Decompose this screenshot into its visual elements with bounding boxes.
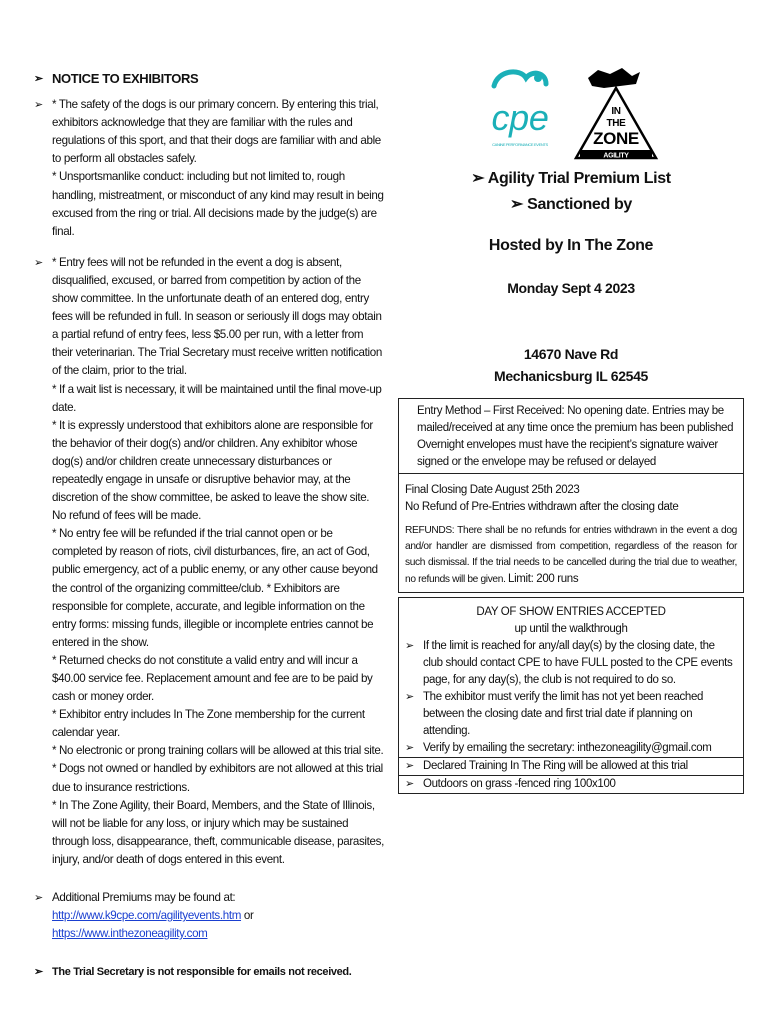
address-line1: 14670 Nave Rd	[523, 346, 619, 362]
fees-paragraph: ➢ * Entry fees will not be refunded in the event a dog is absent, disqualified, excused, or barred from competition by action of the show committee. In the unfortunate death of an entered dog, entry fees will be refunded in full. In season or seriously ill dogs may obtain a partial refund of entry fees, less $5.00 per run, with a letter from their veterinarian. The Trial Secretary must receive written notification of the claim, prior to the trial. * If a wait list is necessary, it will be maintained until the final move-up date. * It is expressly understood that exhibitors alone are responsible for the behavior of their dog(s) and/or children. Any exhibitor whose dog(s) and/or children create unnecessary disturbances or repeatedly engage in unsafe or disruptive behavior may, at the discretion of the show committee, be asked to leave the show site. No refund of fees will be made. * No entry fee will be refunded if the trial cannot open or be completed by reason of riots, civil disturbances, fire, an act of God, public emergency, act of a public enemy, or any other cause beyond the control of the organizing committee/club. * Exhibitors are responsible for complete, accurate, and legible information on the entry forms: missing funds, illegible or incomplete entries cannot be entered in the show. * Returned checks do not constitute a valid entry and will incur a $40.00 service fee. Replacement amount and fee are to be paid by cash or money order. * Exhibitor entry includes In The Zone membership for the current calendar year. * No electronic or prong training collars will be allowed at this trial site. * Dogs not owned or handled by exhibitors are not allowed at this trial due to insurance restrictions. * In The Zone Agility, their Board, Members, and the State of Illinois, will not be liable for any loss, or injury which may be sustained through loss, disappearance, theft, communicable disease, parasites, injury, and/or death of dogs entered in this event.	[34, 255, 384, 866]
dos-bullet: ➢ Verify by emailing the secretary: inthezoneagility@gmail.com	[405, 740, 737, 757]
arrow-bullet-icon: ➢	[471, 170, 488, 187]
in-the-zone-logo	[570, 64, 662, 164]
arrow-bullet-icon: ➢	[405, 778, 414, 790]
dos-bullet: ➢ The exhibitor must verify the limit has not yet been reached between the closing date and first trial date if planning on attending.	[405, 691, 704, 737]
dos-subtitle: up until the walkthrough	[514, 623, 628, 635]
address-line2: Mechanicsburg IL 62545	[494, 368, 648, 384]
arrow-bullet-icon: ➢	[34, 892, 43, 905]
k9cpe-link[interactable]: http://www.k9cpe.com/agilityevents.htm	[52, 909, 242, 923]
notice-column	[34, 70, 384, 981]
premium-column	[398, 60, 744, 794]
svg-text:ZONE: ZONE	[593, 129, 639, 148]
arrow-bullet-icon: ➢	[34, 966, 43, 979]
premiums-paragraph: ➢ Additional Premiums may be found at: http://www.k9cpe.com/agilityevents.htm or https://www.inthezoneagility.com	[34, 891, 254, 941]
training-row: ➢ Declared Training In The Ring will be allowed at this trial	[399, 757, 743, 775]
entry-method-box: Entry Method – First Received: No opening date. Entries may be mailed/received at any time once the premium has been published Overnight envelopes must have the recipient’s signature waiver signed or the envelope may be refused or delayed	[398, 398, 744, 474]
closing-box	[398, 474, 744, 593]
svg-text:CANINE PERFORMANCE EVENTS: CANINE PERFORMANCE EVENTS	[492, 142, 548, 147]
trial-date: Monday Sept 4 2023	[507, 280, 635, 296]
inthezone-link[interactable]: https://www.inthezoneagility.com	[52, 927, 208, 941]
premium-title: ➢ Agility Trial Premium List	[471, 170, 671, 187]
cpe-logo	[480, 66, 560, 166]
svg-text:THE: THE	[606, 118, 626, 129]
arrow-bullet-icon: ➢	[405, 640, 414, 652]
safety-paragraph: ➢ * The safety of the dogs is our primary concern. By entering this trial, exhibitors acknowledge that they are familiar with the rules and regulations of this sport, and that their dogs are familiar with and able to perform all obstacles safely. * Unsportsmanlike conduct: including but not limited to, rough handling, mistreatment, or misconduct of any kind may result in being excused from the ring or trial. All decisions made by the judge(s) are final.	[34, 98, 384, 238]
arrow-bullet-icon: ➢	[34, 99, 43, 112]
arrow-bullet-icon: ➢	[405, 691, 414, 703]
footnote: ➢ The Trial Secretary is not responsible for emails not received.	[34, 963, 384, 981]
hosted-by: Hosted by In The Zone	[488, 237, 654, 254]
arrow-bullet-icon: ➢	[405, 760, 414, 772]
day-of-show-box	[398, 597, 744, 794]
arrow-bullet-icon: ➢	[405, 742, 414, 754]
svg-text:cpe: cpe	[491, 97, 549, 138]
arrow-bullet-icon: ➢	[34, 73, 43, 85]
dos-title: DAY OF SHOW ENTRIES ACCEPTED	[476, 606, 666, 618]
svg-text:IN: IN	[611, 106, 621, 117]
closing-date: Final Closing Date August 25th 2023	[405, 484, 580, 496]
no-refund-note: No Refund of Pre-Entries withdrawn after the closing date	[405, 501, 679, 513]
logo-row	[398, 60, 744, 165]
arrow-bullet-icon: ➢	[34, 256, 43, 269]
svg-text:AGILITY: AGILITY	[603, 152, 629, 160]
outdoors-row: ➢ Outdoors on grass -fenced ring 100x100	[399, 775, 743, 793]
arrow-bullet-icon: ➢	[510, 196, 528, 213]
notice-heading: ➢ NOTICE TO EXHIBITORS	[34, 70, 384, 88]
dos-bullet: ➢ If the limit is reached for any/all day(s) by the closing date, the club should contact CPE to have FULL posted to the CPE events page, for any day(s), the club is not required to do so.	[405, 640, 733, 686]
sanctioned-by: ➢ Sanctioned by	[510, 196, 632, 213]
refunds-policy: REFUNDS: There shall be no refunds for entries withdrawn in the event a dog and/or handler are dismissed from competition, regardless of the reason for such dismissal. If the trial needs to be cancelled during the trial due to weather, no refunds will be given. Limit: 200 runs	[405, 525, 737, 585]
